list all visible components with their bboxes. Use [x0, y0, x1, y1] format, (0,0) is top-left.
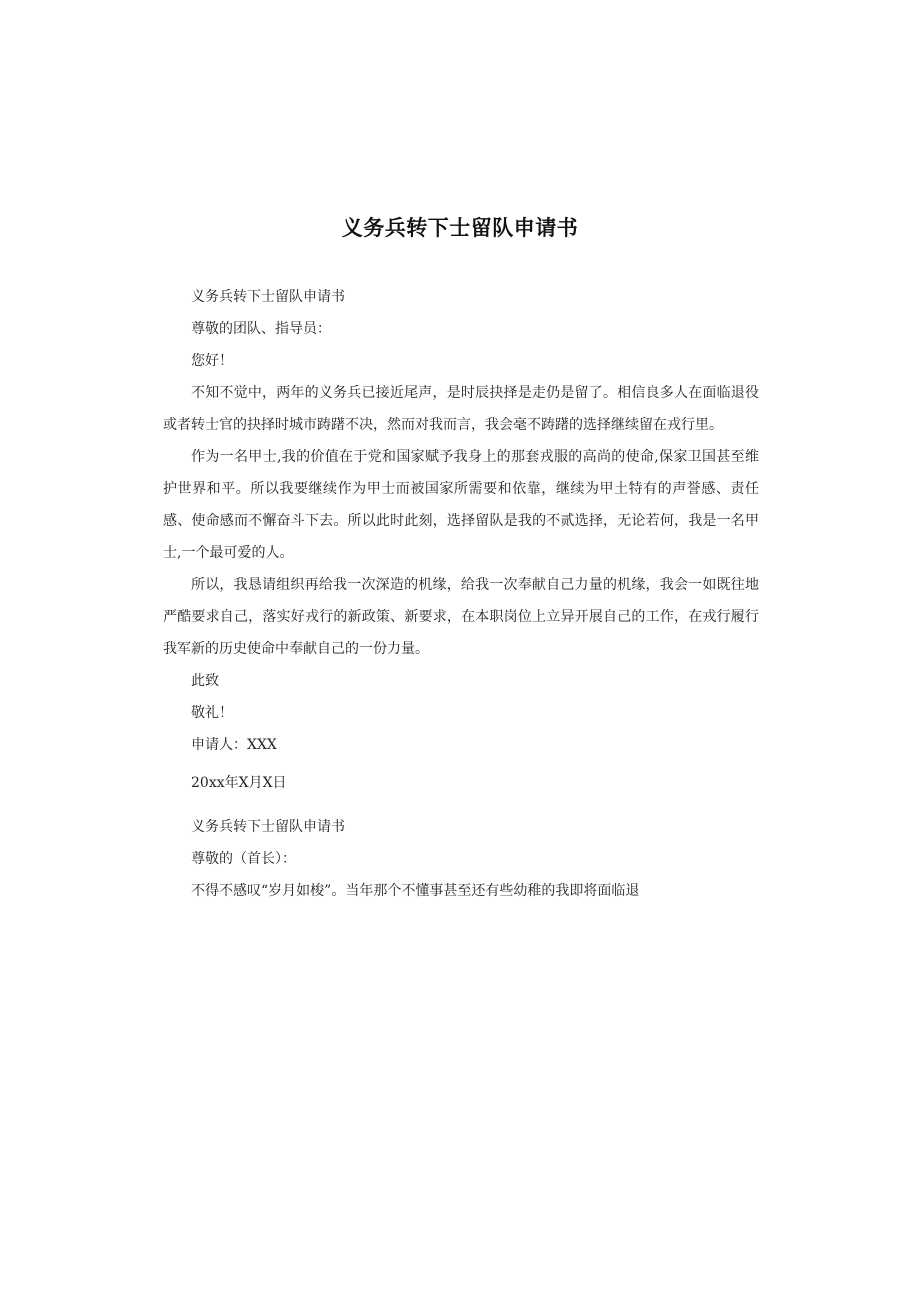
document-title: 义务兵转下士留队申请书 [341, 216, 579, 240]
closing-phrase: 此致 [191, 673, 219, 689]
second-letter-heading: 义务兵转下士留队申请书 [191, 819, 345, 835]
second-letter-salutation: 尊敬的（首长）： [191, 851, 296, 867]
greeting: 您好！ [191, 353, 233, 369]
document-body [163, 281, 759, 907]
body-paragraph: 所以，我恳请组织再给我一次深造的机缘，给我一次奉献自己力量的机缘，我会一如既往地严酷要求自己，落实好戎行的新政策、新要求，在本职岗位上立异开展自己的工作，在戎行履行我军新的历史使命中奉献自己的一份力量。 [163, 577, 759, 657]
body-paragraph: 作为一名甲士,我的价值在于党和国家赋予我身上的那套戎服的高尚的使命,保家卫国甚至维护世界和平。所以我要继续作为甲士而被国家所需要和依靠，继续为甲土特有的声誉感、责任感、使命感而不懈奋斗下去。所以此时此刻，选择留队是我的不贰选择，无论若何，我是一名甲士,一个最可爱的人。 [163, 449, 759, 561]
letter-heading: 义务兵转下士留队申请书 [191, 289, 345, 305]
salutation: 尊敬的团队、指导员： [191, 321, 331, 337]
second-letter-body: 不得不感叹“岁月如梭”。当年那个不懂事甚至还有些幼稚的我即将面临退 [191, 883, 640, 899]
letter-date: 20xx年X月X日 [191, 775, 287, 791]
closing-salute: 敬礼！ [191, 705, 233, 721]
body-paragraph: 不知不觉中，两年的义务兵已接近尾声，是时辰抉择是走仍是留了。相信良多人在面临退役或者转士官的抉择时城市踌躇不决，然而对我而言，我会毫不踌躇的选择继续留在戎行里。 [163, 385, 759, 433]
applicant-signature: 申请人：XXX [191, 737, 277, 753]
